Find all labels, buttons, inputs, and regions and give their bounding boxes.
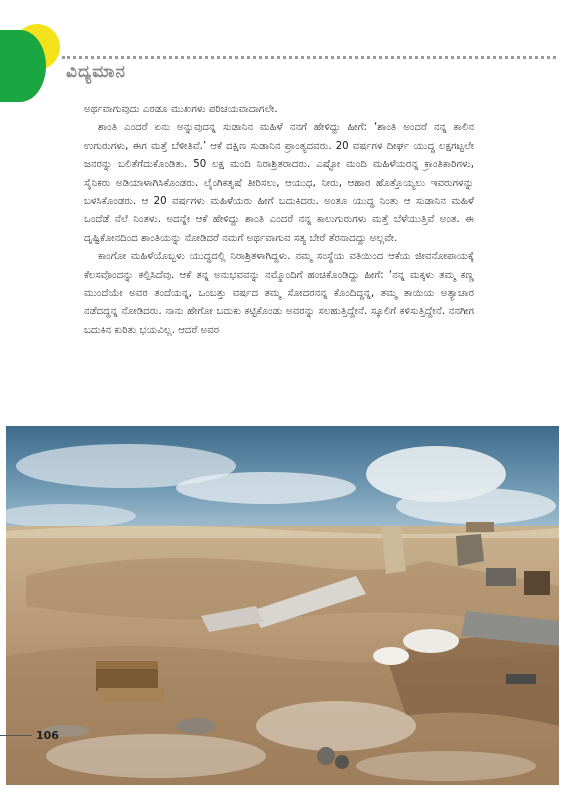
dotted-rule	[62, 56, 556, 59]
page-number-rule	[0, 735, 32, 736]
page-number: 106	[36, 729, 59, 742]
paragraph-2: ಶಾಂತಿ ಎಂದರೆ ಏನು ಅನ್ನುವುದನ್ನ ಸುಡಾನಿನ ಮಹಿಳೆ ನನಗೆ ಹೇಳಿದ್ದು ಹೀಗೆ: ‘ಶಾಂತಿ ಅಂದರೆ ನನ್ನ ಕಾಲಿನ ಉಗುರುಗಳು, ಈಗ ಮತ್ತೆ ಬೆಳೀತಿವೆ.’ ಆಕೆ ದಕ್ಷಿಣ ಸುಡಾನಿನ ಪ್ರಾಂತ್ಯದವರು. 20 ವರ್ಷಗಳ ದೀರ್ಘ ಯುದ್ಧ ಲಕ್ಷಗಟ್ಟಲೇ ಜನರನ್ನು ಬಲಿತೆಗೆದುಕೊಂಡಿತು. 50 ಲಕ್ಷ ಮಂದಿ ನಿರಾಶ್ರಿತರಾದರು. ಎಷ್ಟೋ ಮಂದಿ ಮಹಿಳೆಯರನ್ನ ಕ್ರಾಂತಿಕಾರಿಗಳು, ಸೈನಿಕರು ಅಡಿಯಾಳಾಗಿಸಿಕೊಂಡರು. ಲೈಂಗಿಕತೃಷೆ ತೀರಿಸಲು, ಆಯುಧ, ನೀರು, ಆಹಾರ ಹೊತ್ತೊಯ್ಯಲು ಇವರುಗಳನ್ನು ಬಳಸಿಕೊಂಡರು. ಆ 20 ವರ್ಷಗಳು ಮಹಿಳೆಯರು ಹೀಗೆ ಬದುಕಿದರು. ಅಂತೂ ಯುದ್ಧ ನಿಂತು ಆ ಸುಡಾನಿನ ಮಹಿಳೆ ಒಂದೆಡೆ ನೆಲೆ ನಿಂತಳು. ಅದನ್ನೇ ಆಕೆ ಹೇಳಿದ್ದು ಶಾಂತಿ ಎಂದರೆ ನನ್ನ ಕಾಲುಗುರುಗಳು ಮತ್ತೆ ಬೆಳೆಯುತ್ತಿವೆ ಅಂತ. ಈ ದೃಷ್ಟಿಕೋನದಿಂದ ಶಾಂತಿಯನ್ನು ನೋಡಿದರೆ ನಮಗೆ ಅರ್ಥವಾಗುವ ಸತ್ಯ ಬೇರೆ ತೆರನಾದದ್ದು ಅಲ್ಲವೇ.	[84, 122, 474, 244]
war-ruins-photo	[6, 426, 559, 785]
chapter-title: ವಿದ್ಯಮಾನ	[66, 62, 126, 82]
logo-green-half-circle	[0, 30, 46, 102]
paragraph-3: ಕಾಂಗೋ ಮಹಿಳೆಯೊಬ್ಬಳು ಯುದ್ಧದಲ್ಲಿ ನಿರಾಶ್ರಿತಳಾಗಿದ್ದಳು. ನಮ್ಮ ಸಂಸ್ಥೆಯ ವತಿಯಿಂದ ಆಕೆಯ ಜೀವನೋಪಾಯಕ್ಕೆ ಕೆಲಸವೊಂದನ್ನು ಕಲ್ಪಿಸಿದೆವು. ಆಕೆ ತನ್ನ ಅನುಭವವನ್ನು ನಮ್ಮೊಂದಿಗೆ ಹಂಚಿಕೊಂಡಿದ್ದು ಹೀಗೆ: ‘ನನ್ನ ಮಕ್ಕಳು ತಮ್ಮ ಕಣ್ಣ ಮುಂದೆಯೇ ಅವರ ತಂದೆಯನ್ನ, ಒಂಬತ್ತು ವರ್ಷದ ತಮ್ಮ ಸೋದರನನ್ನ ಕೊಂದಿದ್ದನ್ನ, ತಮ್ಮ ತಾಯಿಯ ಅತ್ಯಾಚಾರ ನಡೆದದ್ದನ್ನ ನೋಡಿದರು. ನಾನು ಹೇಗೋ ಬದುಕು ಕಟ್ಟಿಕೊಂಡು ಅವರನ್ನು ಸಲಹುತ್ತಿದ್ದೇನೆ. ಸ್ಕೂಲಿಗೆ ಕಳಿಸುತ್ತಿದ್ದೇನೆ. ನನಗೀಗ ಬದುಕಿನ ಕುರಿತು ಭಯವಿಲ್ಲ. ಆದರೆ ಅವರ	[84, 251, 474, 336]
paragraph-1: ಅರ್ಥವಾಗುವುದು ಎರಡೂ ಮುಖಗಳು ಪರಿಚಯವಾದಾಗಲೇ.	[84, 104, 278, 115]
war-ruins-illustration	[6, 426, 559, 785]
body-text	[84, 101, 474, 340]
